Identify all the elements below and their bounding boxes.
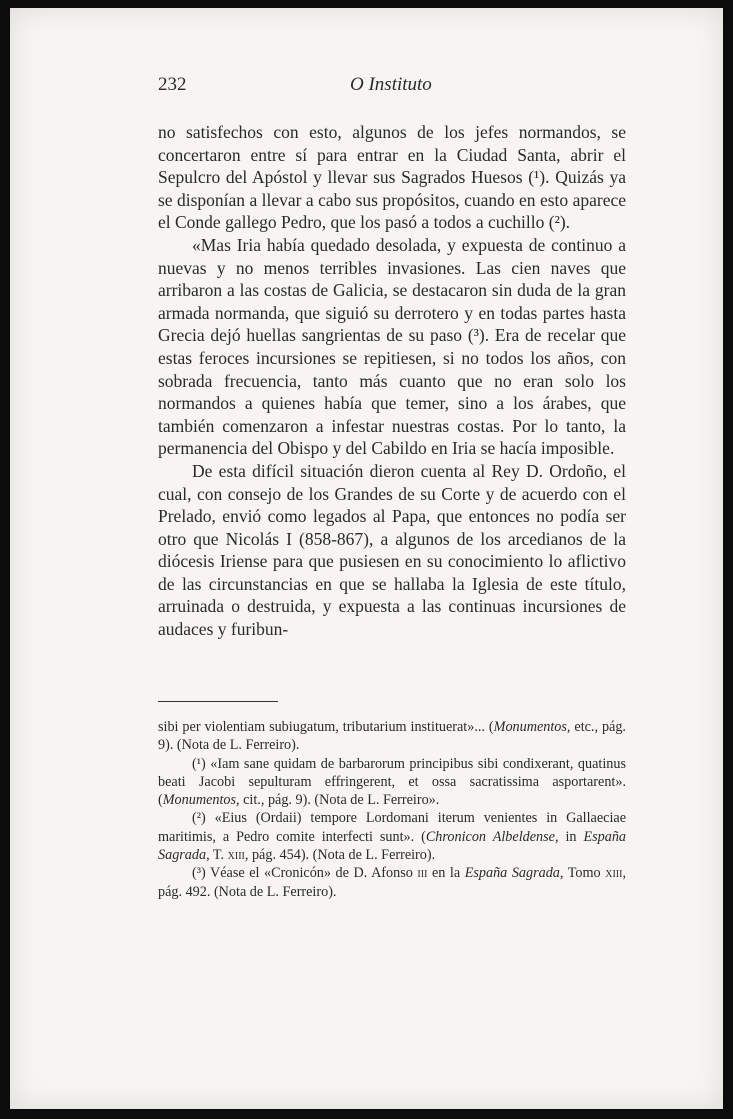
running-title: O Instituto	[350, 74, 432, 95]
footnote-2: (²) «Eius (Ordaii) tempore Lordomani iterum venientes in Gallaeciae maritimis, a Pedro comite interfecti sunt». (Chronicon Albeldense, in España Sagrada, T. xiii, pág. 454). (Nota de L. Ferreiro).	[158, 810, 626, 864]
footnote-continued: sibi per violentiam subiugatum, tributarium instituerat»... (Monumentos, etc., pág. 9). (Nota de L. Ferreiro).	[158, 719, 626, 754]
footnote-3: (³) Véase el «Cronicón» de D. Afonso iii en la España Sagrada, Tomo xiii, pág. 492. (Nota de L. Ferreiro).	[158, 865, 626, 900]
footnotes	[158, 718, 626, 901]
paragraph: no satisfechos con esto, algunos de los jefes normandos, se concertaron entre sí para entrar en la Ciudad Santa, abrir el Sepulcro del Apóstol y llevar sus Sagrados Huesos (¹). Quizás ya se disponían a llevar a cabo sus propósitos, cuando en esto aparece el Conde gallego Pedro, que los pasó a todos a cuchillo (²).	[158, 122, 626, 233]
page-header	[158, 74, 634, 100]
paragraph: De esta difícil situación dieron cuenta al Rey D. Ordoño, el cual, con consejo de los Grandes de su Corte y de acuerdo con el Prelado, envió como legados al Papa, que entonces no podía ser otro que Nicolás I (858-867), a algunos de los arcedianos de la diócesis Iriense para que pusiesen en su conocimiento lo aflictivo de las circunstancias en que se hallaba la Iglesia de este título, arruinada o destruida, y expuesta a las continuas incursiones de audaces y furibun-	[158, 460, 626, 640]
paragraph: «Mas Iria había quedado desolada, y expuesta de continuo a nuevas y no menos terribles invasiones. Las cien naves que arribaron a las costas de Galicia, se destacaron sin duda de la gran armada normanda, que siguió su derrotero y en todas partes hasta Grecia dejó huellas sangrientas de su paso (³). Era de recelar que estas feroces incursiones se repitiesen, si no todos los años, con sobrada frecuencia, tanto más cuanto que no eran solo los normandos a quienes había que temer, sino a los árabes, que también comenzaron a infestar nuestras costas. Por lo tanto, la permanencia del Obispo y del Cabildo en Iria se hacía imposible.	[158, 234, 626, 459]
footnote-rule	[158, 701, 278, 702]
footnote-1: (¹) «Iam sane quidam de barbarorum principibus sibi condixerant, quatinus beati Jacobi sepulturam effringerent, et ossa sacratissima asportarent». (Monumentos, cit., pág. 9). (Nota de L. Ferreiro».	[158, 755, 626, 809]
body-text	[158, 121, 626, 641]
book-page	[10, 8, 723, 1109]
page-number: 232	[158, 74, 187, 95]
